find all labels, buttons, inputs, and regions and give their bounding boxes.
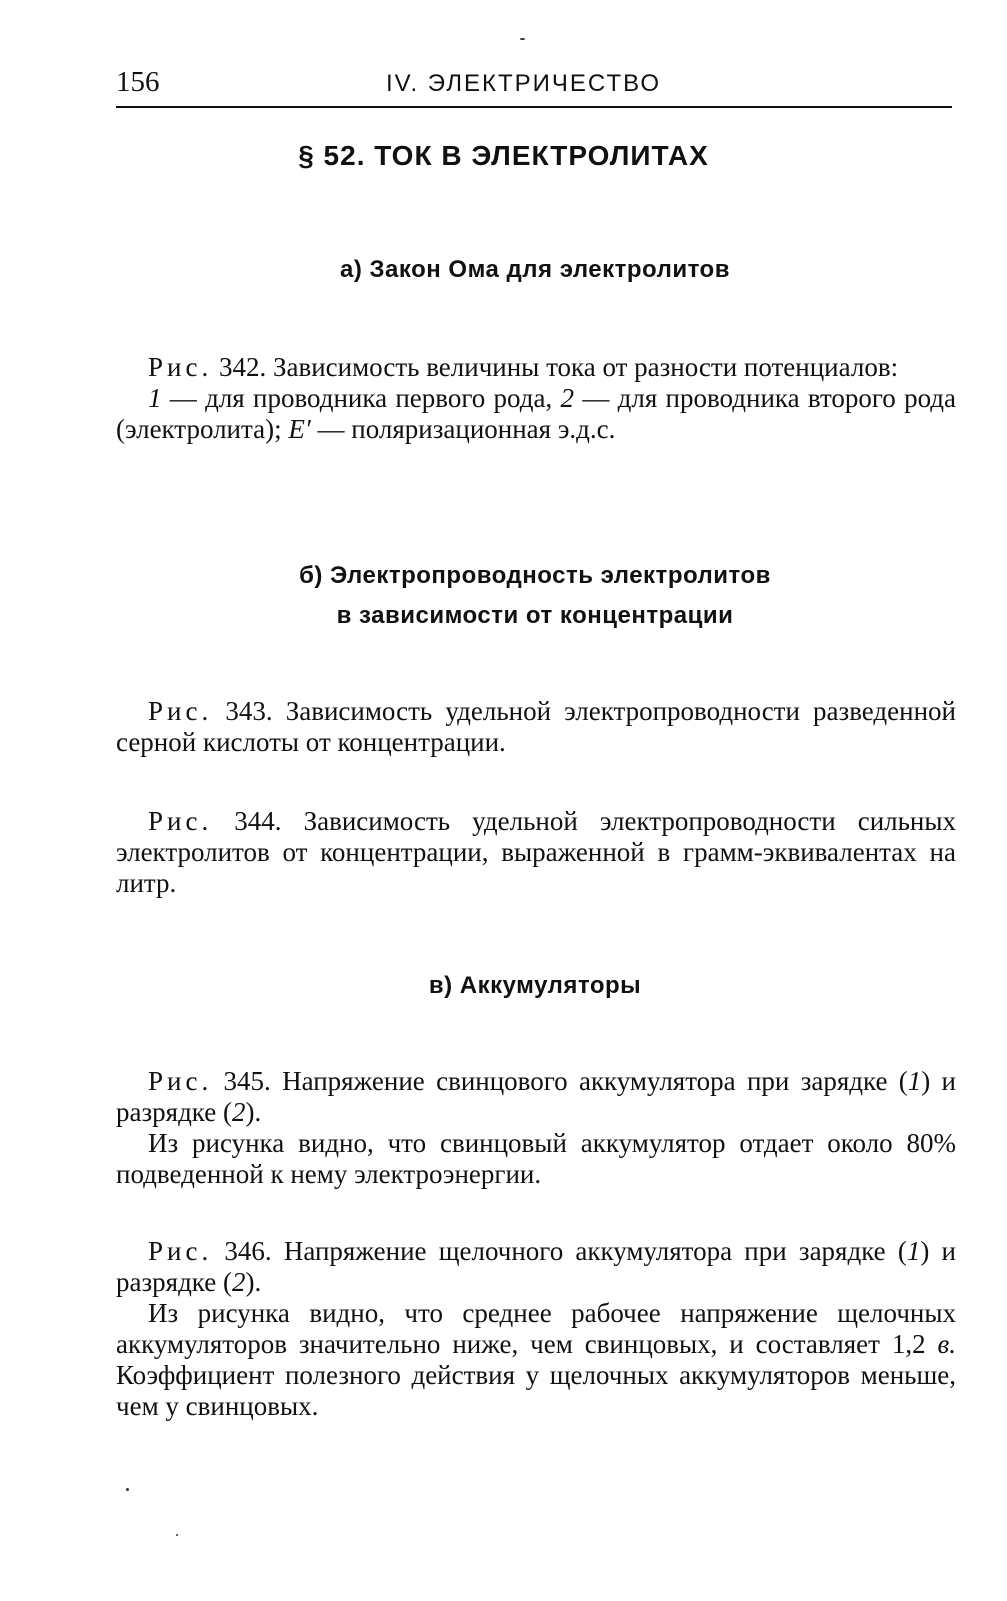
subheading-accumulators: в) Аккумуляторы (428, 972, 642, 999)
figure-345-note: Из рисунка видно, что свинцовый аккумулятор отдает около 80% подведенной к нему электроэнергии. (116, 1128, 956, 1189)
figure-346-note (116, 1298, 956, 1422)
section-title: § 52. ТОК В ЭЛЕКТРОЛИТАХ (298, 140, 709, 171)
figure-label: Рис. (148, 352, 213, 382)
note-text-b: Коэффициент полезного действия у щелочных аккумуляторов меньше, чем у свинцовых. (116, 1360, 956, 1421)
figure-label: Рис. (148, 1066, 213, 1096)
running-title: IV. ЭЛЕКТРИЧЕСТВО (386, 70, 661, 97)
figure-342-text (116, 352, 956, 383)
note-text-a: Из рисунка видно, что среднее рабочее напряжение щелочных аккумуляторов значительно ниже, чем свинцовых, и составляет 1,2 (116, 1298, 956, 1359)
subheading-conductivity-line2: в зависимости от концентрации (336, 602, 734, 629)
figure-number: 345. (223, 1066, 271, 1096)
figure-344-text (116, 806, 956, 899)
figure-label: Рис. (148, 806, 213, 836)
figure-description-c: ). (245, 1267, 262, 1297)
figure-number: 343. (225, 696, 273, 726)
running-head (116, 62, 952, 104)
figure-344-caption (116, 806, 956, 899)
figure-346-text (116, 1236, 956, 1298)
figure-label: Рис. (148, 1236, 213, 1266)
scan-speck (176, 1534, 178, 1536)
figure-343-caption (116, 696, 956, 758)
figure-description: Зависимость величины тока от разности потенциалов: (272, 352, 899, 382)
legend-text-1: — для проводника первого рода, (169, 383, 553, 413)
figure-description-a: Напряжение свинцового аккумулятора при зарядке ( (282, 1066, 908, 1096)
curve-marker-2: 2 (231, 1267, 246, 1297)
figure-number: 344. (234, 806, 282, 836)
figure-description: Зависимость удельной электропроводности сильных электролитов от концентрации, выраженной в грамм-эквивалентах на литр. (116, 806, 957, 898)
subheading-ohms-law: а) Закон Ома для электролитов (340, 256, 730, 283)
page-number: 156 (116, 66, 160, 98)
figure-description-c: ). (245, 1097, 262, 1127)
subheading-conductivity-line1: б) Электропроводность электролитов (299, 562, 771, 589)
figure-description-b: ) и разрядке ( (116, 1066, 957, 1127)
header-rule (116, 106, 952, 108)
figure-346-caption (116, 1236, 956, 1422)
scan-speck (520, 38, 525, 40)
scan-speck (126, 1488, 129, 1491)
curve-marker-1: 1 (907, 1066, 922, 1096)
figure-345-caption (116, 1066, 956, 1190)
figure-343-text (116, 696, 956, 758)
figure-342-legend (116, 383, 956, 445)
figure-label: Рис. (148, 696, 213, 726)
legend-text-2: — для проводника второго рода (электролита); (116, 383, 957, 444)
figure-number: 342. (218, 352, 267, 382)
figure-number: 346. (224, 1236, 272, 1266)
legend-marker-1: 1 (148, 383, 162, 413)
figure-description-b: ) и разрядке ( (116, 1236, 956, 1297)
curve-marker-1: 1 (906, 1236, 921, 1266)
figure-342-caption (116, 352, 956, 445)
figure-345-text (116, 1066, 956, 1128)
voltage-unit: в. (937, 1329, 957, 1359)
figure-description: Зависимость удельной электропроводности разведенной серной кислоты от концентрации. (116, 696, 956, 757)
legend-marker-2: 2 (560, 383, 575, 413)
curve-marker-2: 2 (231, 1097, 246, 1127)
legend-marker-emf: E′ (288, 414, 311, 444)
figure-description-a: Напряжение щелочного аккумулятора при зарядке ( (283, 1236, 907, 1266)
legend-text-emf: — поляризационная э.д.с. (317, 414, 616, 444)
